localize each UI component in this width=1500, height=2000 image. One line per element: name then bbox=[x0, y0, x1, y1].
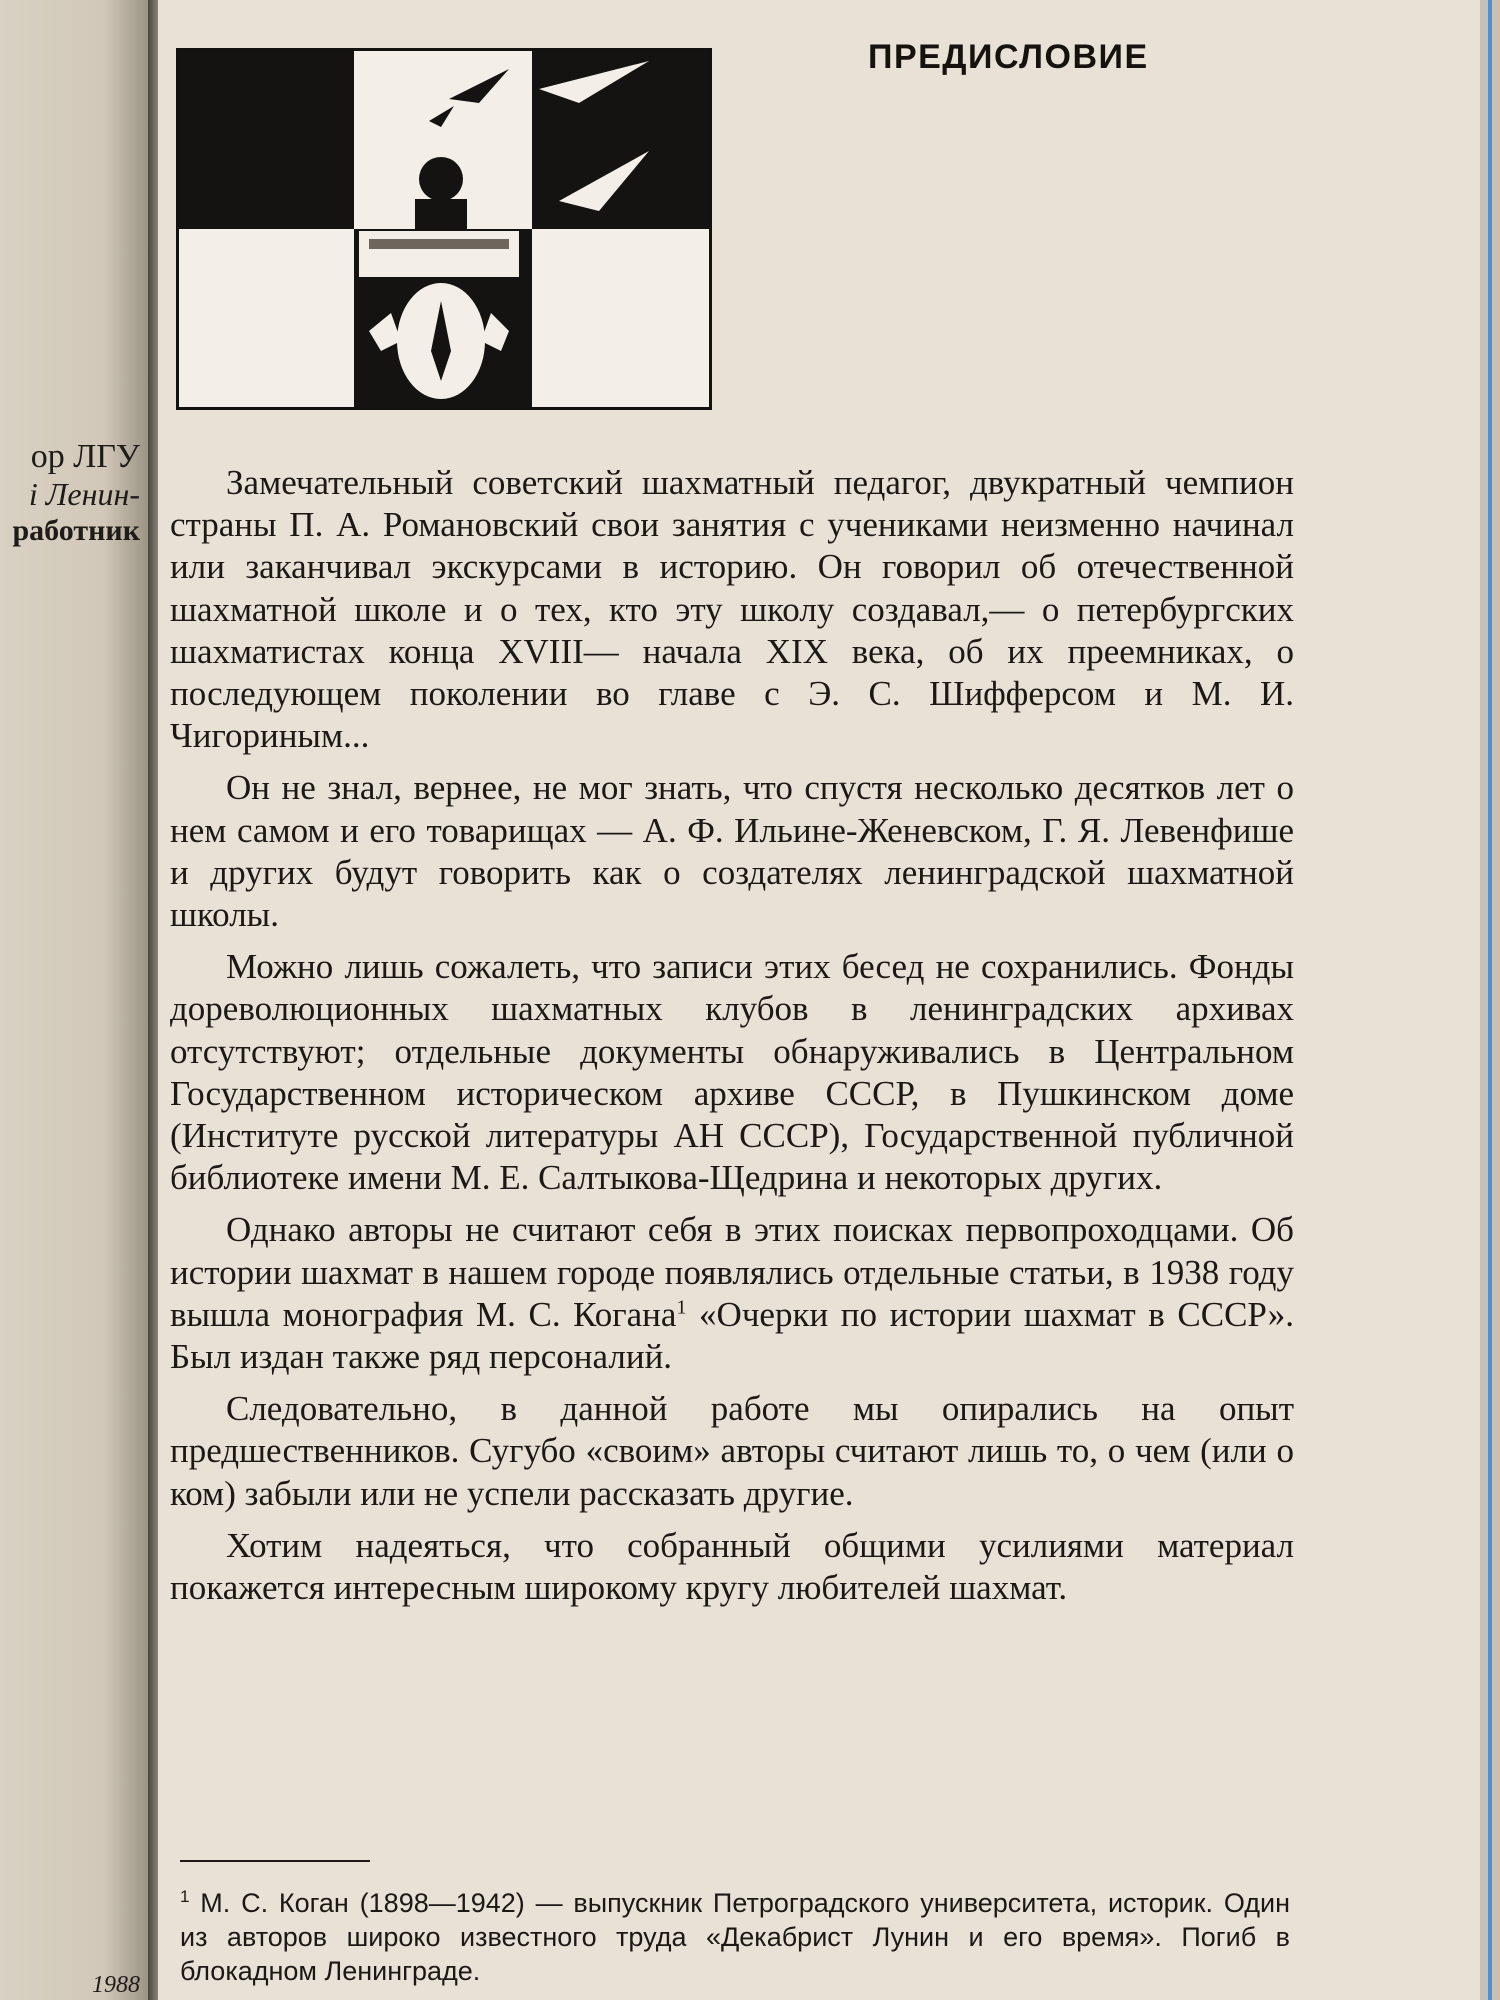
paragraph: Замечательный советский шахматный педагог, двукратный чемпион страны П. А. Романовский свои занятия с учениками неизменно начинал или заканчивал экскурсами в историю. Он говорил об отечественной шахматной школе и о тех, кто эту школу создавал,— о петербургских шахматистах конца XVIII— начала XIX века, об их преемниках, о последующем поколении во главе с Э. С. Шифферсом и М. И. Чигориным... bbox=[170, 463, 1294, 756]
paragraph-text: Однако авторы не считают себя в этих поисках первопроходцами. Об истории шахмат в нашем городе появлялись отдельные статьи, в 1938 году вышла монография М. С. Когана bbox=[170, 1210, 1294, 1334]
book-page bbox=[158, 0, 1480, 2000]
book-gutter bbox=[148, 0, 158, 2000]
left-page-strip bbox=[0, 0, 148, 2000]
page-title: ПРЕДИСЛОВИЕ bbox=[868, 38, 1149, 76]
left-page-fragment: 1988 bbox=[92, 1972, 140, 1998]
paragraph bbox=[170, 1209, 1294, 1378]
body-text bbox=[170, 462, 1294, 1619]
paragraph: Хотим надеяться, что собранный общими усилиями материал покажется интересным широкому кругу любителей шахмат. bbox=[170, 1525, 1294, 1608]
left-page-fragment: і Ленин- bbox=[28, 476, 140, 512]
footnote-text: М. С. Коган (1898—1942) — выпускник Петроградского университета, историк. Один из авторов широко известного труда «Декабрист Лунин и его время». Погиб в блокадном Ленинграде. bbox=[180, 1888, 1290, 1986]
footnote bbox=[180, 1886, 1290, 1988]
chess-board-illustration bbox=[176, 48, 712, 410]
left-page-fragment: работник bbox=[12, 514, 140, 547]
footnote-number: 1 bbox=[180, 1887, 190, 1906]
paragraph: Следовательно, в данной работе мы опирались на опыт предшественников. Сугубо «своим» авторы считают лишь то, о чем (или о ком) забыли или не успели рассказать другие. bbox=[170, 1389, 1294, 1513]
blue-margin-line bbox=[1488, 0, 1492, 2000]
paragraph: Он не знал, вернее, не мог знать, что спустя несколько десятков лет о нем самом и его товарищах — А. Ф. Ильине-Женевском, Г. Я. Левенфише и других будут говорить как о создателях ленинградской шахматной школы. bbox=[170, 768, 1294, 935]
paragraph: Можно лишь сожалеть, что записи этих бесед не сохранились. Фонды дореволюционных шахматных клубов в ленинградских архивах отсутствуют; отдельные документы обнаруживались в Центральном Государственном историческом архиве СССР, в Пушкинском доме (Институте русской литературы АН СССР), Государственной публичной библиотеке имени М. Е. Салтыкова-Щедрина и некоторых других. bbox=[170, 947, 1294, 1198]
footnote-divider bbox=[180, 1860, 370, 1862]
footnote-reference: 1 bbox=[676, 1296, 687, 1319]
left-page-fragment: ор ЛГУ bbox=[30, 438, 140, 475]
paragraph-text: «Очерки по истории шахмат в СССР». Был издан также ряд персоналий. bbox=[170, 1294, 1294, 1377]
